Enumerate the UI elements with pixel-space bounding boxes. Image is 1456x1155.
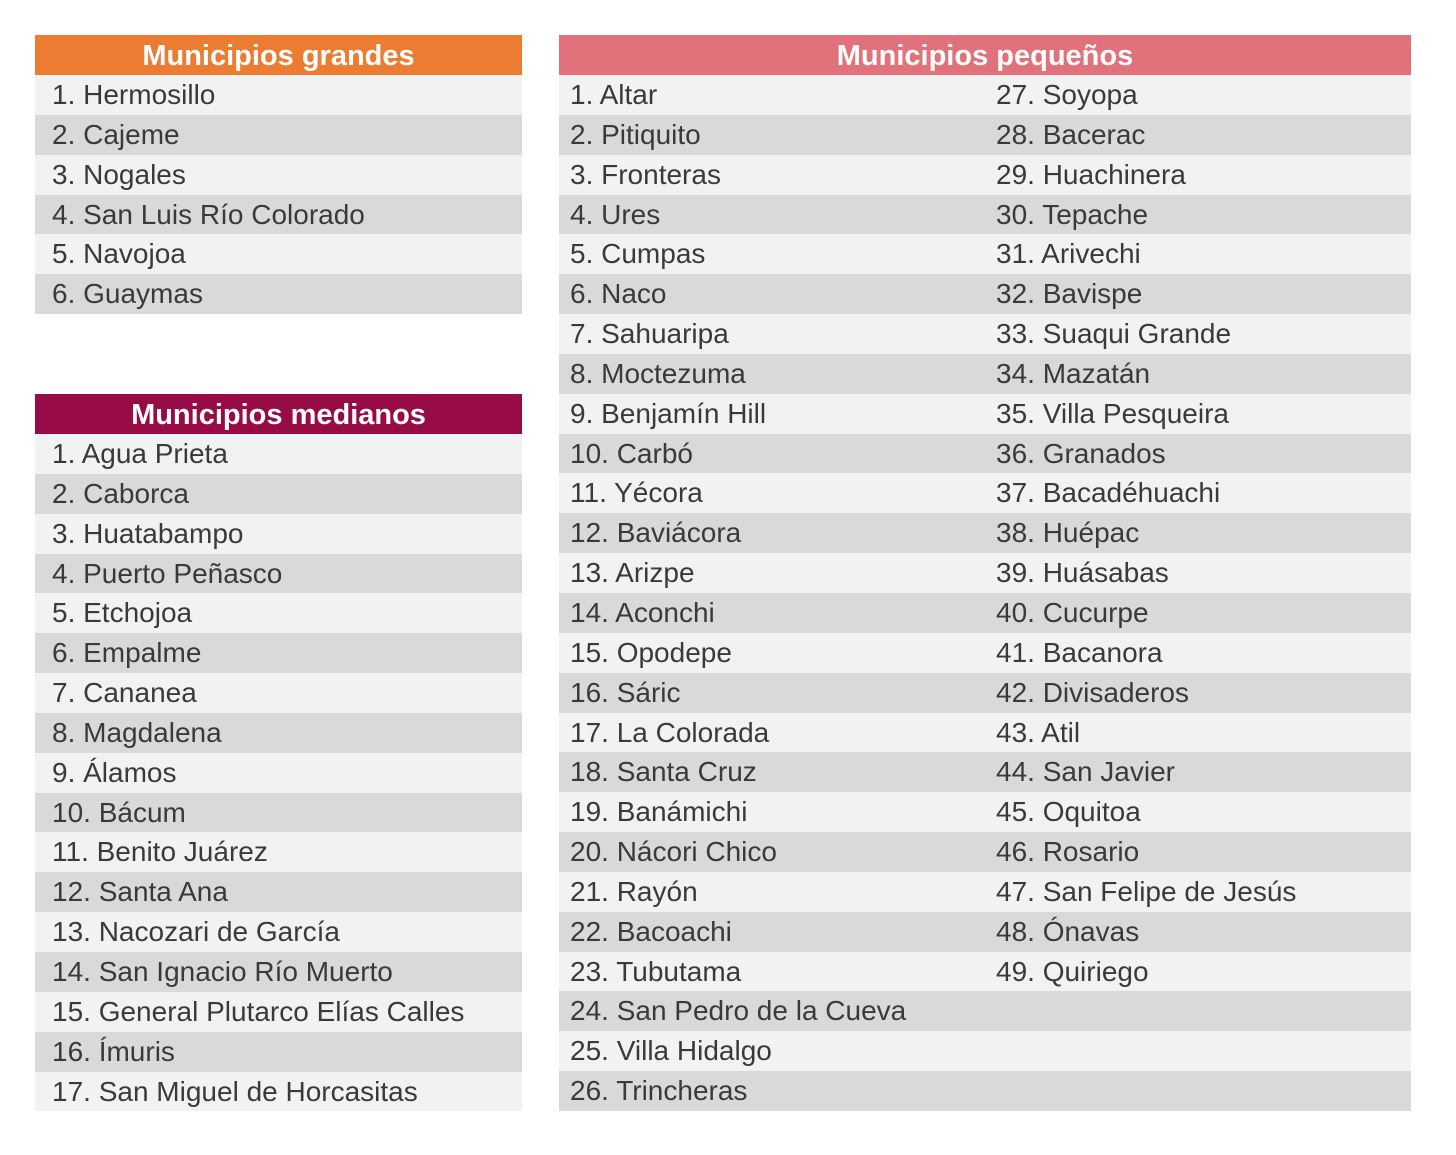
- list-item: 15. Opodepe: [570, 636, 732, 668]
- list-item: 1. Agua Prieta: [35, 434, 522, 474]
- list-item: 17. San Miguel de Horcasitas: [35, 1072, 522, 1112]
- list-item: 46. Rosario: [996, 836, 1140, 868]
- table-row: [559, 434, 1411, 474]
- table-row: [559, 553, 1411, 593]
- list-item: 40. Cucurpe: [996, 596, 1149, 628]
- list-item: 36. Granados: [996, 437, 1166, 469]
- list-item: 13. Arizpe: [570, 557, 695, 589]
- table-row: [559, 832, 1411, 872]
- table-row: [559, 792, 1411, 832]
- list-item: 4. Puerto Peñasco: [35, 554, 522, 594]
- list-item: 13. Nacozari de García: [35, 912, 522, 952]
- list-item: 14. San Ignacio Río Muerto: [35, 952, 522, 992]
- list-item: 41. Bacanora: [996, 636, 1163, 668]
- table-row: [559, 394, 1411, 434]
- list-item: [985, 1031, 1411, 1071]
- list-item: 3. Nogales: [35, 155, 522, 195]
- list-item: 8. Moctezuma: [570, 357, 746, 389]
- list-item: [985, 1071, 1411, 1111]
- table-row: [559, 912, 1411, 952]
- table-row: [559, 1071, 1411, 1111]
- list-item: 2. Caborca: [35, 474, 522, 514]
- list-item: 39. Huásabas: [996, 557, 1169, 589]
- list-item: 27. Soyopa: [996, 79, 1138, 110]
- table-header-medianos: Municipios medianos: [35, 394, 522, 434]
- list-item: 43. Atil: [996, 716, 1081, 748]
- list-item: 8. Magdalena: [35, 713, 522, 753]
- table-municipios-pequenos: [559, 35, 1411, 1111]
- list-item: [985, 991, 1411, 1031]
- list-item: 10. Carbó: [570, 437, 693, 469]
- list-item: 7. Sahuaripa: [570, 318, 729, 350]
- list-item: 42. Divisaderos: [996, 676, 1189, 708]
- list-item: 16. Sáric: [570, 676, 681, 708]
- list-item: 49. Quiriego: [996, 955, 1149, 987]
- list-item: 24. San Pedro de la Cueva: [570, 995, 907, 1027]
- list-item: 19. Banámichi: [570, 796, 748, 828]
- list-item: 18. Santa Cruz: [570, 756, 757, 788]
- table-row: [559, 234, 1411, 274]
- list-item: 30. Tepache: [996, 198, 1149, 230]
- list-item: 12. Baviácora: [570, 517, 742, 549]
- list-item: 33. Suaqui Grande: [996, 318, 1232, 350]
- list-item: 17. La Colorada: [570, 716, 770, 748]
- list-item: 5. Etchojoa: [35, 593, 522, 633]
- table-row: [559, 75, 1411, 115]
- list-item: 44. San Javier: [996, 756, 1175, 788]
- table-row: [559, 513, 1411, 553]
- list-item: 3. Fronteras: [570, 158, 721, 190]
- table-row: [559, 952, 1411, 992]
- list-item: 14. Aconchi: [570, 596, 715, 628]
- list-item: 47. San Felipe de Jesús: [996, 875, 1297, 907]
- list-item: 5. Navojoa: [35, 234, 522, 274]
- table-row: [559, 195, 1411, 235]
- table-row: [559, 991, 1411, 1031]
- table-municipios-medianos: [35, 394, 522, 1111]
- table-row: [559, 673, 1411, 713]
- list-item: 23. Tubutama: [570, 955, 742, 987]
- list-item: 1. Altar: [570, 79, 658, 110]
- list-item: 45. Oquitoa: [996, 796, 1141, 828]
- table-row: [559, 872, 1411, 912]
- list-item: 11. Benito Juárez: [35, 832, 522, 872]
- list-item: 37. Bacadéhuachi: [996, 477, 1221, 509]
- list-item: 25. Villa Hidalgo: [570, 1035, 772, 1067]
- list-item: 31. Arivechi: [996, 238, 1141, 270]
- list-item: 5. Cumpas: [570, 238, 706, 270]
- list-item: 15. General Plutarco Elías Calles: [35, 992, 522, 1032]
- list-item: 6. Guaymas: [35, 274, 522, 314]
- list-item: 12. Santa Ana: [35, 872, 522, 912]
- table-row: [559, 155, 1411, 195]
- list-item: 1. Hermosillo: [35, 75, 522, 115]
- table-row: [559, 354, 1411, 394]
- list-item: 11. Yécora: [570, 477, 703, 509]
- list-pequenos: [559, 75, 1411, 1111]
- table-row: [559, 274, 1411, 314]
- list-item: 2. Cajeme: [35, 115, 522, 155]
- table-row: [559, 633, 1411, 673]
- table-row: [559, 713, 1411, 753]
- table-row: [559, 473, 1411, 513]
- table-row: [559, 593, 1411, 633]
- list-item: 4. San Luis Río Colorado: [35, 195, 522, 235]
- list-item: 3. Huatabampo: [35, 514, 522, 554]
- list-item: 35. Villa Pesqueira: [996, 397, 1229, 429]
- list-item: 7. Cananea: [35, 673, 522, 713]
- list-item: 26. Trincheras: [570, 1075, 748, 1107]
- list-item: 6. Empalme: [35, 633, 522, 673]
- table-municipios-grandes: [35, 35, 522, 314]
- list-item: 38. Huépac: [996, 517, 1140, 549]
- table-row: [559, 314, 1411, 354]
- list-item: 9. Benjamín Hill: [570, 397, 767, 429]
- list-item: 28. Bacerac: [996, 118, 1146, 150]
- list-item: 22. Bacoachi: [570, 915, 732, 947]
- table-row: [559, 752, 1411, 792]
- list-item: 29. Huachinera: [996, 158, 1186, 190]
- table-row: [559, 115, 1411, 155]
- list-item: 32. Bavispe: [996, 278, 1143, 310]
- list-item: 16. Ímuris: [35, 1032, 522, 1072]
- list-item: 10. Bácum: [35, 793, 522, 833]
- list-item: 2. Pitiquito: [570, 118, 701, 150]
- list-item: 6. Naco: [570, 278, 667, 310]
- table-header-grandes: Municipios grandes: [35, 35, 522, 75]
- list-item: 9. Álamos: [35, 753, 522, 793]
- list-item: 21. Rayón: [570, 875, 698, 907]
- table-header-pequenos: Municipios pequeños: [559, 35, 1411, 75]
- list-item: 34. Mazatán: [996, 357, 1151, 389]
- table-row: [559, 1031, 1411, 1071]
- list-item: 20. Nácori Chico: [570, 836, 777, 868]
- list-item: 48. Ónavas: [996, 915, 1140, 947]
- list-grandes: [35, 75, 522, 314]
- list-item: 4. Ures: [570, 198, 661, 230]
- list-medianos: [35, 434, 522, 1111]
